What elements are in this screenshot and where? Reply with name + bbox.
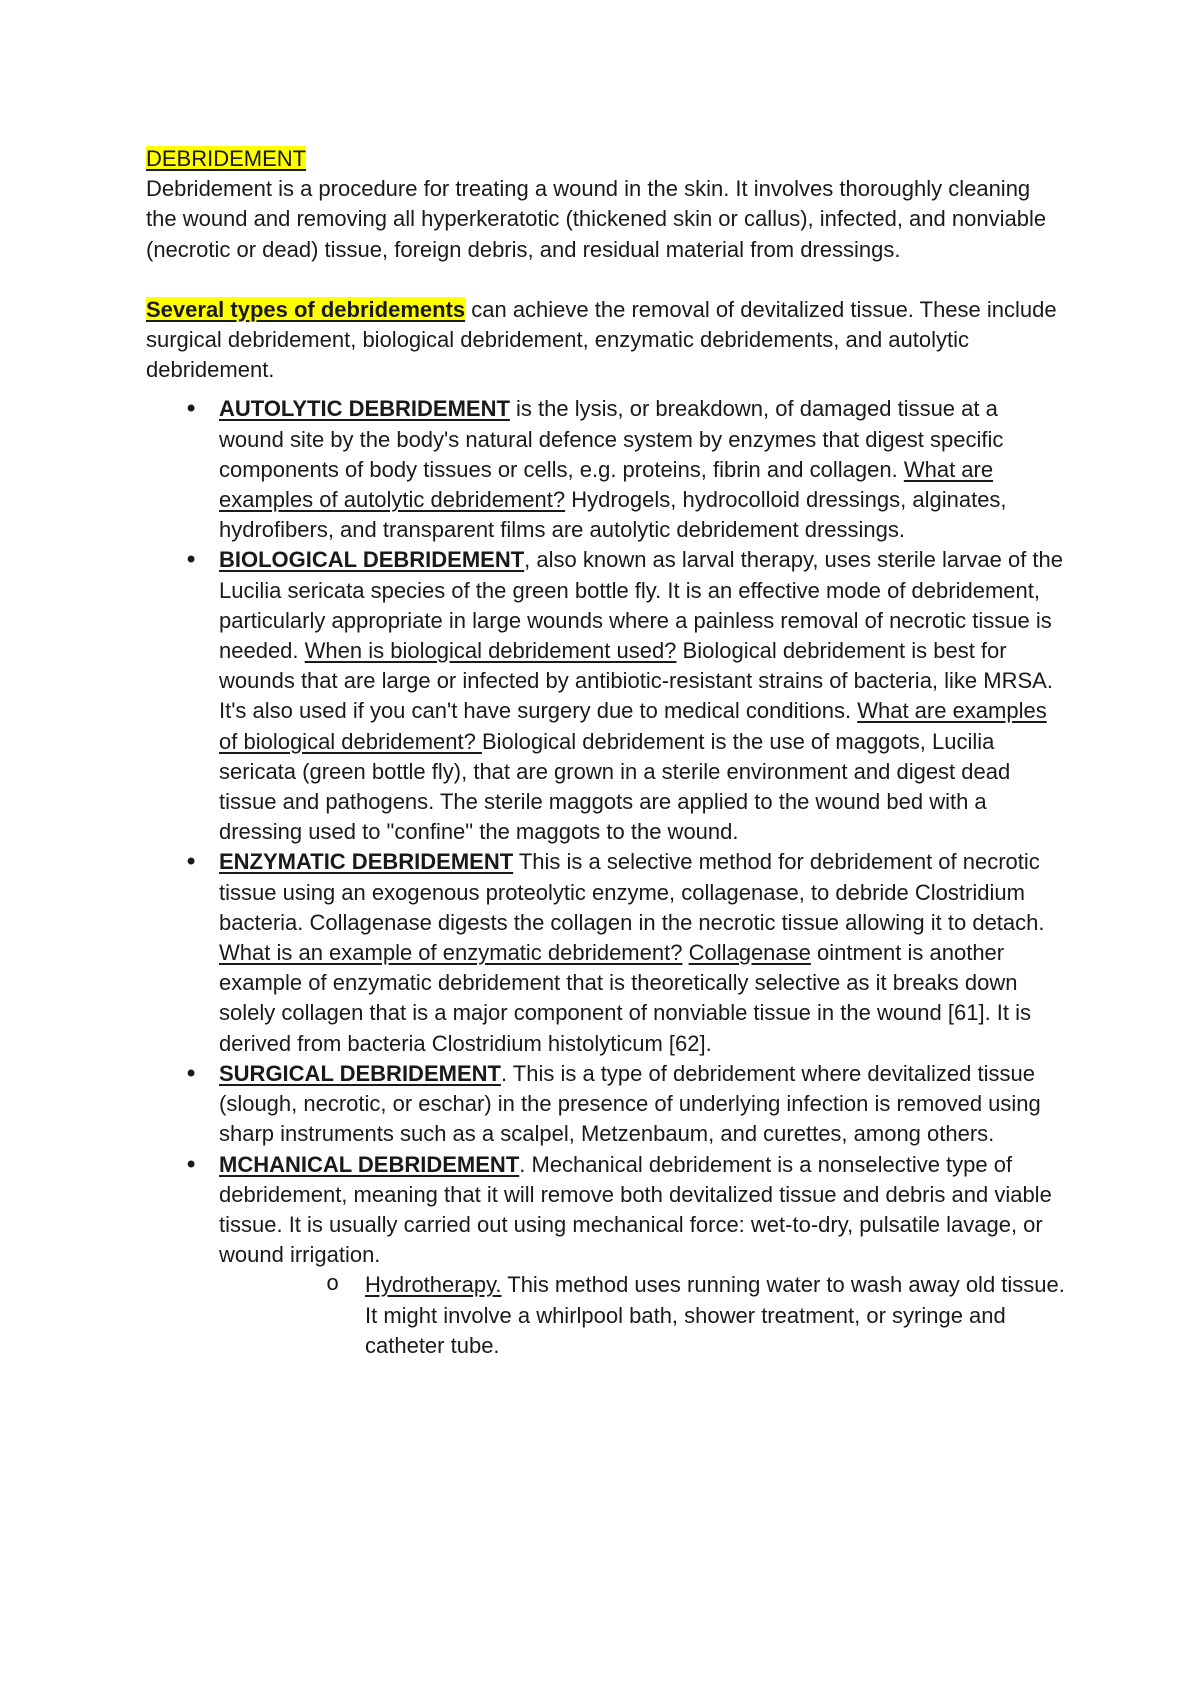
- item-text: is the lysis, or breakdown, of damaged tissue at a wound site by the body's natural defence system by enzymes that digest specific components of body tissues or cells, e.g. proteins, fibrin and collagen.: [219, 396, 1004, 482]
- sub-list: [219, 1270, 1066, 1361]
- item-answer: ointment is another example of enzymatic debridement that is theoretically selective as it breaks down solely collagen that is a major component of nonviable tissue in the wound [61]. It is derived from bacteria Clostridium histolyticum [62].: [219, 940, 1032, 1056]
- item-text: . Mechanical debridement is a nonselective type of debridement, meaning that it will remove both devitalized tissue and debris and viable tissue. It is usually carried out using mechanical force: wet-to-dry, pulsatile lavage, or wound irrigation.: [219, 1151, 1052, 1268]
- list-item-mechanical: [146, 1150, 1066, 1361]
- item-question: What are examples of autolytic debridement?: [219, 456, 994, 513]
- item-heading: ENZYMATIC DEBRIDEMENT: [219, 849, 514, 875]
- item-heading: MCHANICAL DEBRIDEMENT: [219, 1151, 520, 1177]
- list-item-autolytic: [146, 394, 1066, 545]
- intro-paragraph: Debridement is a procedure for treating a wound in the skin. It involves thoroughly cleaning the wound and removing all hyperkeratotic (thickened skin or callus), infected, and nonviable (necrotic or dead) tissue, foreign debris, and residual material from dressings.: [146, 176, 1047, 262]
- item-question: When is biological debridement used?: [304, 638, 677, 664]
- item-answer: Biological debridement is the use of maggots, Lucilia sericata (green bottle fly), that are grown in a sterile environment and digest dead tissue and pathogens. The sterile maggots are applied to the wound bed with a dressing used to "confine" the maggots to the wound.: [219, 728, 1011, 845]
- item-answer: Hydrogels, hydrocolloid dressings, alginates, hydrofibers, and transparent films are autolytic debridement dressings.: [219, 487, 1007, 543]
- types-text: can achieve the removal of devitalized tissue. These include surgical debridement, biological debridement, enzymatic debridements, and autolytic debridement.: [146, 296, 1057, 383]
- sub-item-heading: Hydrotherapy.: [365, 1272, 502, 1298]
- item-heading: BIOLOGICAL DEBRIDEMENT: [219, 547, 525, 573]
- debridement-list: [146, 394, 1066, 1361]
- item-question: What is an example of enzymatic debridement?: [219, 940, 683, 966]
- page-title: [146, 144, 1066, 174]
- item-heading: SURGICAL DEBRIDEMENT: [219, 1060, 501, 1086]
- item-answer-link: Collagenase: [688, 940, 811, 966]
- types-paragraph: [146, 295, 1066, 386]
- list-item-biological: [146, 545, 1066, 847]
- item-text: . This is a type of debridement where devitalized tissue (slough, necrotic, or eschar) in the presence of underlying infection is removed using sharp instruments such as a scalpel, Metzenbaum, and curettes, among others.: [219, 1060, 1041, 1147]
- item-question: What are examples of biological debridement?: [219, 698, 1047, 754]
- list-item-enzymatic: [146, 847, 1066, 1058]
- title-text: DEBRIDEMENT: [146, 146, 307, 171]
- types-heading: Several types of debridements: [146, 296, 466, 322]
- list-item-surgical: [146, 1059, 1066, 1150]
- document-body: [146, 144, 1066, 1361]
- sub-bullet-marker: o: [326, 1272, 340, 1298]
- item-text: This is a selective method for debridement of necrotic tissue using an exogenous proteolytic enzyme, collagenase, to debride Clostridium bacteria. Collagenase digests the collagen in the necrotic tissue allowing it to detach.: [219, 849, 1045, 935]
- item-text: , also known as larval therapy, uses sterile larvae of the Lucilia sericata species of the green bottle fly. It is an effective mode of debridement, particularly appropriate in large wounds where a painless removal of necrotic tissue is needed.: [219, 547, 1064, 664]
- sub-item-text: This method uses running water to wash away old tissue. It might involve a whirlpool bath, shower treatment, or syringe and catheter tube.: [365, 1272, 1065, 1358]
- sub-list-item-hydrotherapy: [146, 1270, 1066, 1361]
- item-heading: AUTOLYTIC DEBRIDEMENT: [219, 396, 510, 422]
- item-answer: Biological debridement is best for wounds that are large or infected by antibiotic-resistant strains of bacteria, like MRSA. It's also used if you can't have surgery due to medical conditions.: [219, 638, 1053, 724]
